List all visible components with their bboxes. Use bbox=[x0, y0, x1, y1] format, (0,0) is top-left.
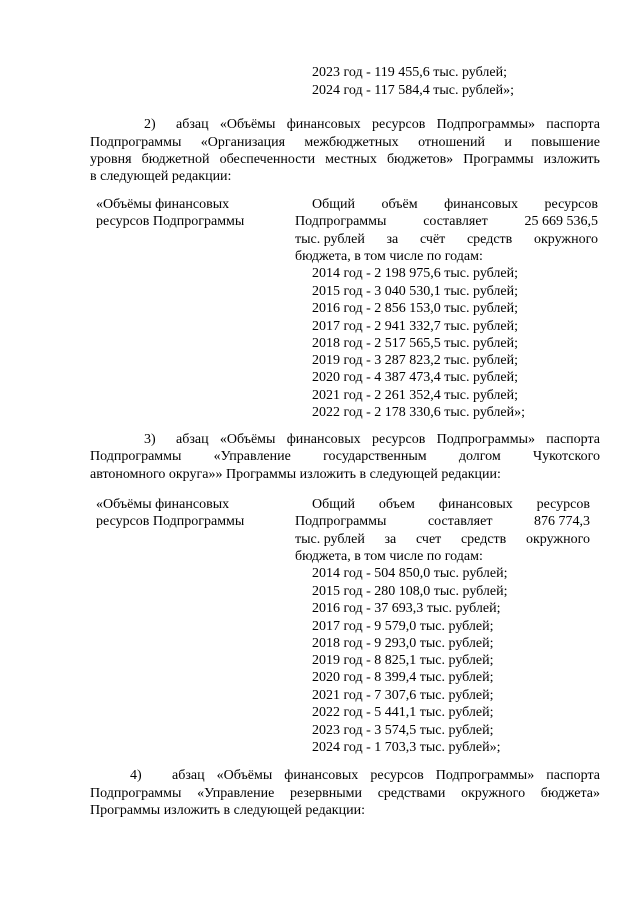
table-desc-line: тыс. рублей за счет средств окружного bbox=[295, 532, 590, 547]
item-number: 2) bbox=[144, 117, 156, 132]
item-text-line: Подпрограммы «Управление государственным долгом Чукотского bbox=[90, 449, 600, 464]
item-text-line: в следующей редакции: bbox=[90, 169, 232, 184]
year-line: 2015 год - 280 108,0 тыс. рублей; bbox=[312, 584, 508, 599]
top-year-line: 2023 год - 119 455,6 тыс. рублей; bbox=[312, 65, 507, 80]
item-text-line: Подпрограммы «Организация межбюджетных отношений и повышение bbox=[90, 135, 600, 150]
table-label: «Объёмы финансовых bbox=[96, 197, 230, 212]
top-year-line: 2024 год - 117 584,4 тыс. рублей»; bbox=[312, 83, 514, 98]
year-line: 2019 год - 8 825,1 тыс. рублей; bbox=[312, 653, 494, 668]
year-line: 2014 год - 2 198 975,6 тыс. рублей; bbox=[312, 266, 519, 281]
item-number: 4) bbox=[130, 768, 142, 783]
year-line: 2018 год - 2 517 565,5 тыс. рублей; bbox=[312, 336, 519, 351]
item-text-line: уровня бюджетной обеспеченности местных бюджетов» Программы изложить bbox=[90, 152, 600, 167]
table-label: ресурсов Подпрограммы bbox=[96, 214, 245, 229]
year-line: 2019 год - 3 287 823,2 тыс. рублей; bbox=[312, 353, 519, 368]
table-desc-line: бюджета, в том числе по годам: bbox=[295, 549, 483, 564]
year-line: 2022 год - 2 178 330,6 тыс. рублей»; bbox=[312, 405, 526, 420]
year-line: 2014 год - 504 850,0 тыс. рублей; bbox=[312, 566, 508, 581]
table-desc-line: Общий объём финансовых ресурсов bbox=[312, 197, 598, 212]
table-desc-line: бюджета, в том числе по годам: bbox=[295, 249, 483, 264]
year-line: 2021 год - 7 307,6 тыс. рублей; bbox=[312, 688, 494, 703]
year-line: 2020 год - 8 399,4 тыс. рублей; bbox=[312, 670, 494, 685]
table-desc-line: тыс. рублей за счёт средств окружного bbox=[295, 232, 598, 247]
item-text-line: абзац «Объёмы финансовых ресурсов Подпрограммы» паспорта bbox=[176, 432, 600, 447]
year-line: 2017 год - 2 941 332,7 тыс. рублей; bbox=[312, 319, 519, 334]
year-line: 2018 год - 9 293,0 тыс. рублей; bbox=[312, 636, 494, 651]
table-desc-line: Подпрограммы составляет 25 669 536,5 bbox=[295, 214, 598, 229]
year-line: 2021 год - 2 261 352,4 тыс. рублей; bbox=[312, 388, 519, 403]
year-line: 2022 год - 5 441,1 тыс. рублей; bbox=[312, 705, 494, 720]
table-label: ресурсов Подпрограммы bbox=[96, 514, 245, 529]
table-label: «Объёмы финансовых bbox=[96, 497, 230, 512]
year-line: 2015 год - 3 040 530,1 тыс. рублей; bbox=[312, 284, 519, 299]
item-text-line: Подпрограммы «Управление резервными средствами окружного бюджета» bbox=[90, 786, 600, 801]
item-text-line: автономного округа»» Программы изложить в следующей редакции: bbox=[90, 467, 501, 482]
year-line: 2016 год - 2 856 153,0 тыс. рублей; bbox=[312, 301, 519, 316]
year-line: 2020 год - 4 387 473,4 тыс. рублей; bbox=[312, 370, 519, 385]
year-line: 2024 год - 1 703,3 тыс. рублей»; bbox=[312, 740, 501, 755]
year-line: 2023 год - 3 574,5 тыс. рублей; bbox=[312, 723, 494, 738]
year-line: 2016 год - 37 693,3 тыс. рублей; bbox=[312, 601, 501, 616]
item-number: 3) bbox=[144, 432, 156, 447]
table-desc-line: Общий объем финансовых ресурсов bbox=[312, 497, 590, 512]
year-line: 2017 год - 9 579,0 тыс. рублей; bbox=[312, 619, 494, 634]
table-desc-line: Подпрограммы составляет 876 774,3 bbox=[295, 514, 590, 529]
item-text-line: Программы изложить в следующей редакции: bbox=[90, 803, 365, 818]
item-text-line: абзац «Объёмы финансовых ресурсов Подпрограммы» паспорта bbox=[172, 768, 600, 783]
item-text-line: абзац «Объёмы финансовых ресурсов Подпрограммы» паспорта bbox=[176, 117, 600, 132]
